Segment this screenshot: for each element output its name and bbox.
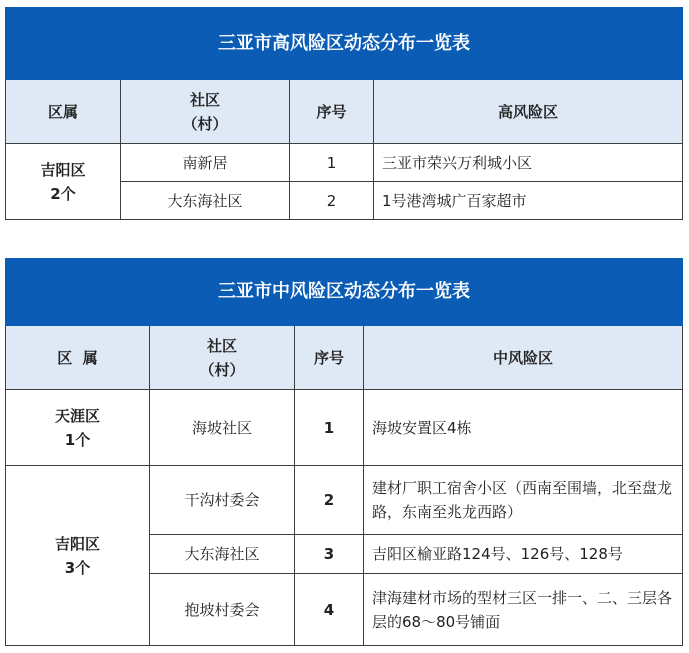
community-cell: 大东海社区 xyxy=(150,535,295,574)
number-cell: 2 xyxy=(290,182,374,220)
header-community-line1: 社区 xyxy=(189,90,220,109)
district-count: 2个 xyxy=(50,184,76,203)
area-cell: 海坡安置区4栋 xyxy=(364,390,683,466)
header-area: 中风险区 xyxy=(364,326,683,390)
district-name: 天涯区 xyxy=(54,406,100,425)
area-cell: 三亚市荣兴万利城小区 xyxy=(374,144,683,182)
medium-risk-table xyxy=(5,258,683,646)
header-district: 区属 xyxy=(6,80,121,144)
high-risk-table-title: 三亚市高风险区动态分布一览表 xyxy=(6,8,683,80)
district-cell xyxy=(6,466,150,646)
header-area: 高风险区 xyxy=(374,80,683,144)
number-cell: 1 xyxy=(290,144,374,182)
community-cell: 干沟村委会 xyxy=(150,466,295,535)
header-community xyxy=(150,326,295,390)
community-cell: 南新居 xyxy=(121,144,290,182)
area-cell: 1号港湾城广百家超市 xyxy=(374,182,683,220)
district-name: 吉阳区 xyxy=(40,160,86,179)
number-cell: 2 xyxy=(295,466,364,535)
number-cell: 4 xyxy=(295,574,364,646)
header-number: 序号 xyxy=(290,80,374,144)
community-cell: 海坡社区 xyxy=(150,390,295,466)
district-name: 吉阳区 xyxy=(54,534,100,553)
community-cell: 大东海社区 xyxy=(121,182,290,220)
header-community-line2: （村） xyxy=(182,114,228,133)
number-cell: 1 xyxy=(295,390,364,466)
header-community-line2: （村） xyxy=(199,360,245,379)
area-cell: 津海建材市场的型材三区一排一、二、三层各层的68～80号铺面 xyxy=(364,574,683,646)
area-cell: 吉阳区榆亚路124号、126号、128号 xyxy=(364,535,683,574)
high-risk-table xyxy=(5,7,683,220)
area-cell: 建材厂职工宿舍小区（西南至围墙，北至盘龙路，东南至兆龙西路） xyxy=(364,466,683,535)
district-cell xyxy=(6,144,121,220)
header-community xyxy=(121,80,290,144)
number-cell: 3 xyxy=(295,535,364,574)
table-row xyxy=(6,390,683,466)
header-community-line1: 社区 xyxy=(206,336,237,355)
medium-risk-table-title: 三亚市中风险区动态分布一览表 xyxy=(6,259,683,326)
header-number: 序号 xyxy=(295,326,364,390)
header-district: 区 属 xyxy=(6,326,150,390)
community-cell: 抱坡村委会 xyxy=(150,574,295,646)
table-row xyxy=(6,466,683,535)
district-count: 1个 xyxy=(64,430,91,449)
district-count: 3个 xyxy=(64,558,91,577)
table-row xyxy=(6,144,683,182)
district-cell xyxy=(6,390,150,466)
